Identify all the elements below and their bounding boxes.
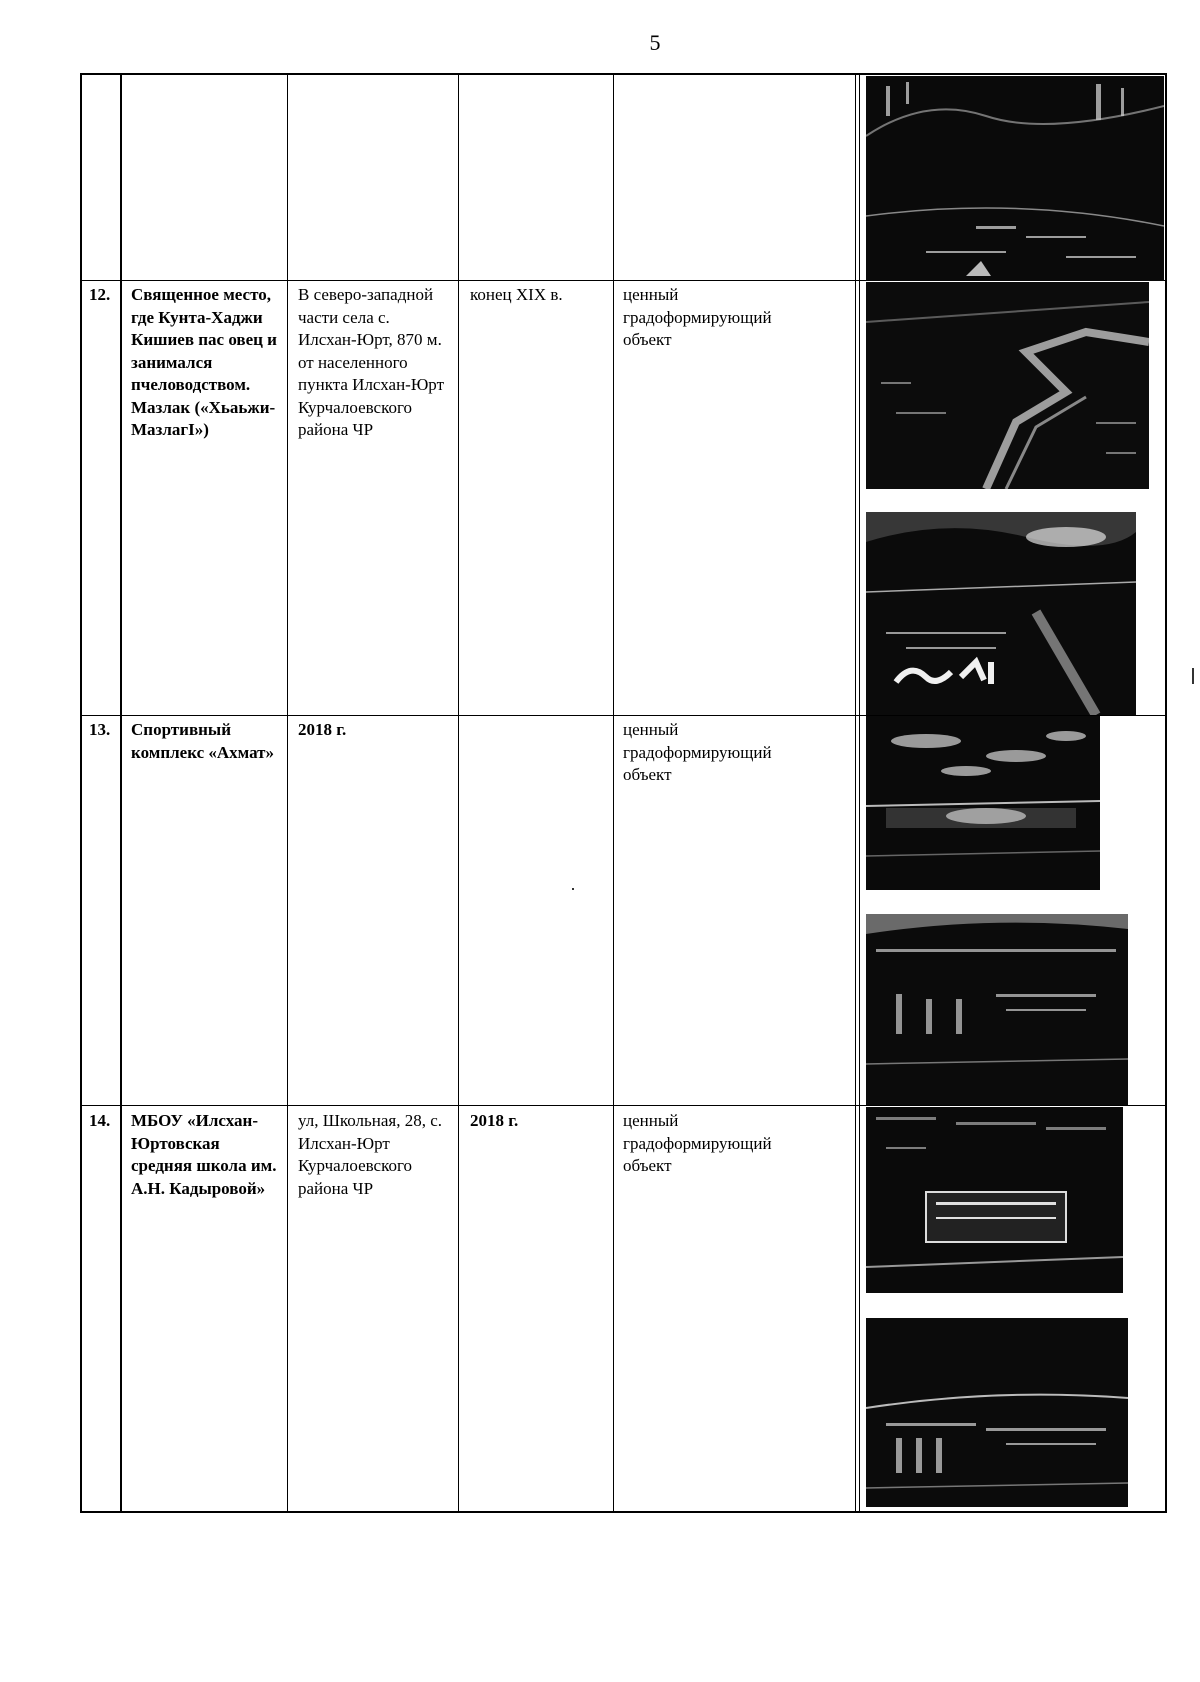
row-14-category: ценный градоформирующий объект [623,1111,772,1175]
photo-hillside-lettering [866,512,1136,715]
row-12-number: 12. [89,285,111,304]
col-separator-3 [458,73,459,1513]
photo-path-winding [866,282,1149,489]
table-border-top [80,73,1167,75]
row-14-location: ул, Школьная, 28, с. Илсхан-Юрт Курчалоевского района ЧР [298,1111,443,1198]
col-separator-2 [287,73,288,1513]
col-separator-5 [855,73,856,1513]
photo-aerial-village [866,76,1164,281]
row-14-number: 14. [89,1111,111,1130]
photo-sports-complex-front [866,716,1100,890]
scan-dot [572,888,574,890]
row-13-category: ценный градоформирующий объект [623,720,772,784]
col-separator-5b [859,73,860,1513]
row-12-category: ценный градоформирующий объект [623,285,772,349]
photo-sports-complex-building [866,914,1128,1105]
scan-mark [1192,668,1194,684]
col-separator-1 [120,73,122,1513]
row-13-number: 13. [89,720,111,739]
row-14-date: 2018 г. [470,1111,519,1130]
photo-school-aerial [866,1107,1123,1293]
row-separator-3 [80,1105,1167,1106]
table-border-right [1165,73,1167,1513]
table-border-bottom [80,1511,1167,1513]
row-12-date: конец XIX в. [470,285,563,304]
row-14-name: МБОУ «Илсхан-Юртовская средняя школа им. А.Н. Кадыровой» [131,1111,277,1198]
row-13-location: 2018 г. [298,720,347,739]
row-12-location: В северо-западной части села с. Илсхан-Юрт, 870 м. от населенного пункта Илсхан-Юрт Курчалоевского района ЧР [298,285,445,439]
table-border-left [80,73,82,1513]
col-separator-4 [613,73,614,1513]
page-number: 5 [649,30,661,55]
row-13-name: Спортивный комплекс «Ахмат» [131,720,275,762]
photo-school-facade [866,1318,1128,1507]
row-12-name: Священное место, где Кунта-Хаджи Кишиев пас овец и занимался пчеловодством. Мазлак («Хьаьжи-МазлагI») [131,285,277,439]
